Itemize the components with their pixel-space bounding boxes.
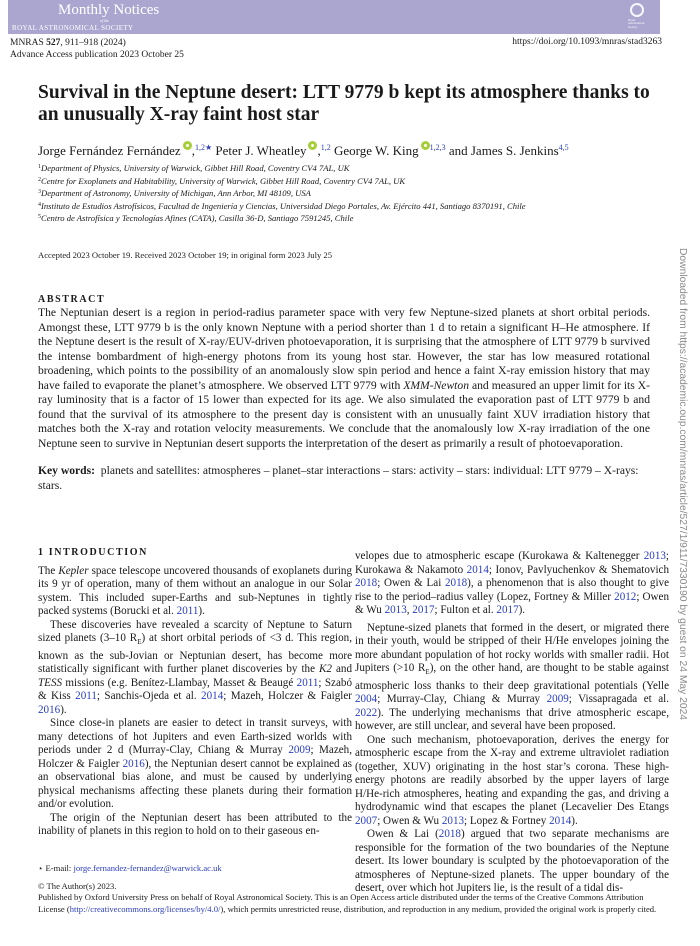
paper-title: Survival in the Neptune desert: LTT 9779 b kept its atmosphere thanks to an unusually X-ray faint host star bbox=[38, 82, 650, 125]
paragraph: One such mechanism, photoevaporation, derives the energy for atmospheric escape from the X-ray and extreme ultraviolet radiation (together, XUV) originating in the host star’s corona. These high-energy photons are readily absorbed by the upper layers of large H/He-rich atmospheres, heating and expanding the gas, and driving a hydrodynamic wind that escapes the planet (Lecavelier Des Etangs 2007; Owen & Wu 2013; Lopez & Fortney 2014). bbox=[355, 733, 669, 827]
abstract-text: The Neptunian desert is a region in period-radius parameter space with very few Neptune-sized planets at short orbital periods. Amongst these, LTT 9779 b is the only known Neptune with a period shorter than 1 d to retain a significant H–He atmosphere. If the Neptune desert is the result of X-ray/EUV-driven photoevaporation, it is surprising that the atmosphere of LTT 9779 b survived the intense bombardment of high-energy photons from its young host star. However, the star has low measured rotational broadening, which points to the possibility of an anomalously slow spin period and hence a faint X-ray emission history that may have failed to evaporate the planet’s atmosphere. We observed LTT 9779 with XMM-Newton and measured an upper limit for its X-ray luminosity that is a factor of 15 lower than expected for its age. We also simulated the evaporation past of LTT 9779 b and found that the survival of its atmosphere to the present day is consistent with an unusually faint XUV irradiation history that matches both the X-ray and rotation velocity measurements. We conclude that the anomalously low X-ray irradiation of the one Neptune seen to survive in Neptunian desert supports the interpretation of the desert as primarily a result of photoevaporation. bbox=[38, 306, 650, 450]
keywords-text: planets and satellites: atmospheres – planet–star interactions – stars: activity – stars: individual: LTT 9779 – X-rays: stars. bbox=[38, 464, 639, 492]
volume: 527 bbox=[46, 38, 61, 48]
journal-of-the: of the bbox=[100, 18, 109, 23]
citation-link[interactable]: 2018 bbox=[438, 828, 461, 841]
advance-access: Advance Access publication 2023 October 25 bbox=[10, 50, 184, 60]
citation-link[interactable]: 2009 bbox=[288, 744, 311, 757]
citation-link[interactable]: 2011 bbox=[75, 690, 97, 703]
paragraph: velopes due to atmospheric escape (Kurokawa & Kaltenegger 2013; Kurokawa & Nakamoto 2014; Ionov, Pavlyuchenkov & Shematovich 2018; Owen & Lai 2018), a phenomenon that is also thought to give rise to the period–radius valley (Lopez, Fortney & Miller 2012; Owen & Wu 2013, 2017; Fulton et al. 2017). bbox=[355, 550, 669, 616]
download-watermark: Downloaded from https://academic.oup.com/mnras/article/527/1/911/7330190 by guest on 24 May 2024 bbox=[677, 248, 688, 721]
citation-link[interactable]: 2018 bbox=[355, 577, 378, 589]
citation-link[interactable]: 2017 bbox=[412, 604, 435, 616]
affiliation-marker[interactable]: 4,5 bbox=[558, 143, 569, 152]
author: Jorge Fernández Fernández bbox=[38, 143, 181, 158]
citation-link[interactable]: 2014 bbox=[201, 690, 224, 703]
citation-link[interactable]: 2007 bbox=[355, 814, 378, 827]
submission-dates: Accepted 2023 October 19. Received 2023 October 19; in original form 2023 July 25 bbox=[38, 250, 333, 260]
right-column bbox=[355, 550, 669, 896]
citation-link[interactable]: 2014 bbox=[549, 814, 572, 827]
paragraph: The Kepler space telescope uncovered thousands of exoplanets during its 9 yr of operation, many of them without an analogue in our Solar system. This included super-Earths and sub-Neptunes in tightly packed systems (Borucki et al. 2011). bbox=[38, 564, 352, 617]
license-link[interactable]: http://creativecommons.org/licenses/by/4.0/ bbox=[69, 903, 221, 914]
paragraph: These discoveries have revealed a scarcity of Neptune to Saturn sized planets (3–10 $R_E$) at short orbital periods of <3 d. This region, known as the sub-Jovian or Neptunian desert, has become more statistically significant with further planet discoveries by the K2 and TESS missions (e.g. Benítez-Llambay, Masset & Beaugé 2011; Szabó & Kiss 2011; Sanchis-Ojeda et al. 2014; Mazeh, Holczer & Faigler 2016). bbox=[38, 618, 353, 716]
citation-link[interactable]: 2011 bbox=[296, 676, 319, 689]
citation-link[interactable]: 2016 bbox=[122, 757, 145, 770]
citation-link[interactable]: 2011 bbox=[176, 605, 199, 617]
footnote: ⋆ E-mail: jorge.fernandez-fernandez@warwick.ac.uk bbox=[38, 863, 222, 873]
affiliation-marker[interactable]: 1,2,3 bbox=[429, 143, 446, 152]
journal-banner bbox=[8, 0, 660, 34]
citation-link[interactable]: 2022 bbox=[355, 706, 378, 719]
license-block: © The Author(s) 2023. Published by Oxford University Press on behalf of Royal Astronomical Society. This is an Open Access article distributed under the terms of the Creative Commons Attribution License (http://creativecommons.org/licenses/by/4.0/), which permits unrestricted reuse, distribution, and reproduction in any medium, provided the original work is properly cited. bbox=[38, 881, 663, 915]
abstract bbox=[38, 293, 650, 451]
affiliation-marker[interactable]: 1,2★ bbox=[194, 143, 213, 152]
journal-name: Monthly Notices bbox=[58, 2, 160, 18]
affiliation: $^1$Department of Physics, University of Warwick, Gibbet Hill Road, Coventry CV4 7AL, UK bbox=[38, 163, 350, 173]
citation-link[interactable]: 2017 bbox=[496, 604, 519, 616]
author: James S. Jenkins bbox=[470, 143, 559, 158]
copyright: © The Author(s) 2023. bbox=[38, 881, 117, 891]
citation-link[interactable]: 2004 bbox=[355, 693, 378, 706]
author: Peter J. Wheatley bbox=[215, 143, 307, 158]
abstract-heading: ABSTRACT bbox=[38, 294, 106, 305]
citation-link[interactable]: 2014 bbox=[466, 563, 489, 576]
citation-link[interactable]: 2013 bbox=[643, 550, 666, 562]
keywords bbox=[38, 464, 650, 493]
orcid-icon[interactable] bbox=[308, 141, 317, 150]
paragraph: Since close-in planets are easier to detect in transit surveys, with many detections of hot Jupiters and even Earth-sized worlds with periods under 2 d (Murray-Clay, Chiang & Murray 2009; Mazeh, Holczer & Faigler 2016), the Neptunian desert cannot be explained as an observational bias alone, and must be caused by underlying physical mechanisms affecting these planets during their formation and/or evolution. bbox=[38, 717, 353, 811]
keywords-label: Key words: bbox=[38, 464, 95, 477]
email-link[interactable]: jorge.fernandez-fernandez@warwick.ac.uk bbox=[73, 863, 222, 873]
affiliation: $^4$Instituto de Estudios Astrofísicos, Facultad de Ingeniería y Ciencias, Universidad Diego Portales, Av. Ejército 441, Santiago 8370191, Chile bbox=[38, 200, 526, 211]
ras-logo-icon: Royal Astronomical Society bbox=[628, 3, 646, 33]
citation-info: MNRAS 527, 911–918 (2024) Advance Access publication 2023 October 25 bbox=[10, 38, 184, 60]
citation-link[interactable]: 2018 bbox=[444, 577, 468, 589]
paragraph: The origin of the Neptunian desert has been attributed to the inability of planets in this region to hold on to their gaseous en- bbox=[38, 811, 352, 838]
citation-link[interactable]: 2012 bbox=[614, 590, 637, 603]
section-heading-introduction: 1 INTRODUCTION bbox=[38, 547, 148, 558]
doi-link[interactable]: https://doi.org/10.1093/mnras/stad3263 bbox=[512, 37, 662, 47]
orcid-icon[interactable] bbox=[421, 141, 430, 150]
affiliation: $^2$Centre for Exoplanets and Habitability, University of Warwick, Gibbet Hill Road, Coventry CV4 7AL, UK bbox=[38, 175, 406, 186]
citation-link[interactable]: 2013 bbox=[441, 814, 465, 827]
left-column bbox=[38, 546, 352, 839]
author: George W. King bbox=[333, 143, 419, 158]
affiliation: $^5$Centro de Astrofísica y Tecnologías Afines (CATA), Casilla 36-D, Santiago 7591245, Chile bbox=[38, 213, 354, 223]
orcid-icon[interactable] bbox=[183, 141, 192, 150]
citation-link[interactable]: 2009 bbox=[546, 693, 569, 706]
affiliations bbox=[38, 162, 526, 225]
paragraph: Neptune-sized planets that formed in the desert, or migrated there in their youth, would be stripped of their H/He envelopes joining the more abundant population of hot rocky worlds with smaller radii. Hot Jupiters (>10 $R_E$), on the other hand, are thought to be stable against atmospheric loss thanks to their deep gravitational potentials (Yelle 2004; Murray-Clay, Chiang & Murray 2009; Vissapragada et al. 2022). The underlying mechanisms that drive atmospheric escape, however, are still unclear, and several have been proposed. bbox=[355, 621, 669, 733]
affiliation-marker[interactable]: 1,2 bbox=[320, 143, 331, 152]
citation-link[interactable]: 2016 bbox=[38, 703, 61, 716]
paragraph: Owen & Lai (2018) argued that two separate mechanisms are responsible for the formation of the two boundaries of the Neptune desert. Its lower boundary is sculpted by the photoevaporation of the atmospheres of Neptune-sized planets. The upper boundary of the desert, over which hot Jupiters lie, is the result of a tidal dis- bbox=[355, 828, 669, 895]
author-list: Jorge Fernández Fernández ,$^{1,2★}$ Peter J. Wheatley ,$^{1,2}$ George W. King $^{1,2,3}$ and James S. Jenkins$^{4,5}$ bbox=[38, 143, 569, 158]
citation-link[interactable]: 2013 bbox=[384, 604, 407, 616]
affiliation: $^3$Department of Astronomy, University of Michigan, Ann Arbor, MI 48109, USA bbox=[38, 188, 311, 198]
society-name: ROYAL ASTRONOMICAL SOCIETY bbox=[12, 24, 134, 32]
